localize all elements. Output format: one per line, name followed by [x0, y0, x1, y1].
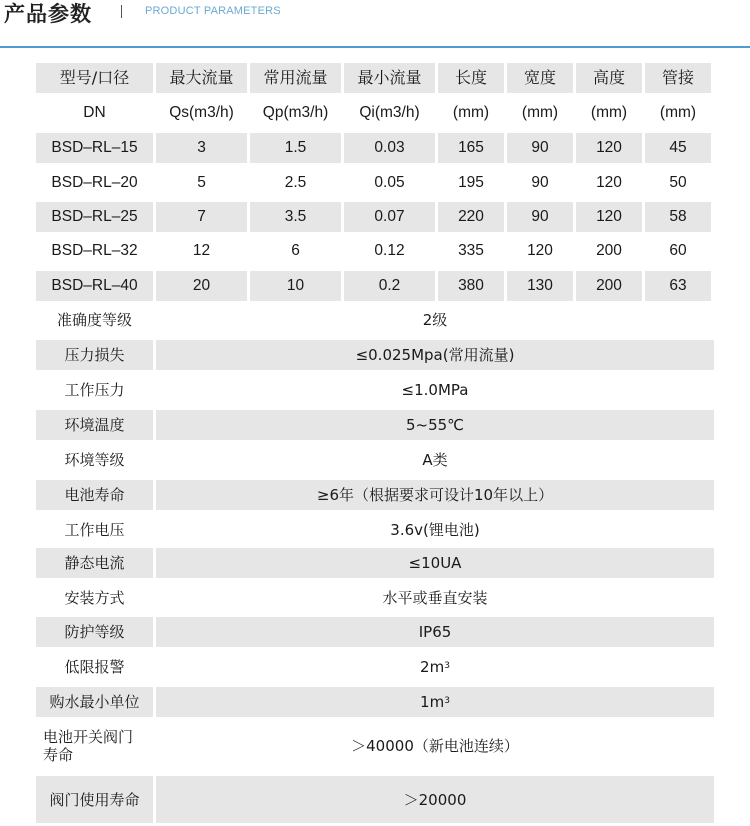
spec-value [156, 583, 714, 613]
model-name: BSD–RL–40 [36, 271, 153, 301]
column-header: 长度 [438, 63, 504, 93]
spec-row [36, 583, 714, 613]
model-value: 20 [156, 271, 247, 301]
model-value: 60 [669, 242, 687, 259]
model-value: 380 [438, 271, 504, 301]
column-header: 常用流量 [250, 63, 341, 93]
header-rule [0, 46, 750, 48]
spec-value-text: ≤1.0MPa [401, 381, 469, 399]
column-header: 高度 [576, 63, 642, 93]
model-value: 2.5 [284, 174, 307, 191]
spec-row [36, 445, 714, 475]
spec-label: 防护等级 [36, 617, 153, 647]
model-value: 0.03 [344, 133, 435, 163]
spec-value [156, 617, 714, 647]
table-row [36, 133, 714, 163]
spec-row [36, 515, 714, 545]
model-value: 0.05 [374, 174, 405, 191]
model-name: BSD–RL–20 [51, 174, 138, 191]
model-value: 165 [438, 133, 504, 163]
model-value: 58 [645, 202, 711, 232]
unit-cell: Qi(m3/h) [359, 104, 420, 121]
spec-label-line: 电池开关阀门 [43, 727, 134, 746]
spec-row [36, 687, 714, 717]
spec-label: 工作压力 [64, 381, 125, 399]
model-value: 6 [291, 242, 300, 259]
model-value: 90 [507, 202, 573, 232]
model-value: 120 [576, 202, 642, 232]
model-value: 10 [250, 271, 341, 301]
column-header: 型号/口径 [36, 63, 153, 93]
spec-value-text: IP65 [418, 623, 452, 641]
spec-value-text: ＞40000（新电池连续） [351, 736, 519, 755]
spec-label: 环境温度 [36, 410, 153, 440]
model-value: 120 [527, 242, 553, 259]
model-value: 200 [596, 242, 622, 259]
spec-value-text: A类 [422, 451, 448, 469]
model-value: 0.12 [374, 242, 405, 259]
spec-row [36, 340, 714, 370]
table-row [36, 271, 714, 301]
unit-cell: (mm) [521, 104, 559, 121]
spec-row [36, 652, 714, 682]
spec-label: 阀门使用寿命 [36, 776, 153, 823]
model-value: 12 [192, 242, 211, 259]
spec-row [36, 375, 714, 405]
spec-value: 1m $^3$ [156, 687, 714, 717]
spec-value [156, 410, 714, 440]
spec-label-line: 寿命 [43, 745, 74, 764]
unit-cell: (mm) [659, 104, 697, 121]
model-value: 120 [596, 174, 622, 191]
model-value: 0.2 [344, 271, 435, 301]
model-value: 1.5 [250, 133, 341, 163]
table-row [36, 168, 714, 198]
spec-row [36, 776, 714, 823]
spec-value [156, 480, 714, 510]
spec-label: 工作电压 [64, 521, 125, 539]
column-header: 宽度 [507, 63, 573, 93]
model-name: BSD–RL–25 [36, 202, 153, 232]
spec-value-text: 2级 [422, 311, 448, 329]
table-units-row [36, 98, 714, 128]
unit-cell: Qs(m3/h) [169, 104, 234, 121]
model-value: 90 [531, 174, 549, 191]
spec-value [156, 445, 714, 475]
spec-label: 低限报警 [64, 658, 125, 676]
unit-cell: (mm) [452, 104, 490, 121]
model-value: 7 [156, 202, 247, 232]
section-title: 产品参数 [4, 2, 92, 26]
spec-value [156, 305, 714, 335]
column-header: 最小流量 [344, 63, 435, 93]
section-subtitle: PRODUCT PARAMETERS [145, 5, 281, 17]
spec-label: 购水最小单位 [36, 687, 153, 717]
spec-value-text: 2m [420, 658, 445, 676]
model-name: BSD–RL–32 [51, 242, 138, 259]
model-value: 220 [438, 202, 504, 232]
spec-label [36, 722, 153, 769]
model-value: 90 [507, 133, 573, 163]
spec-value [156, 375, 714, 405]
model-value: 195 [458, 174, 484, 191]
spec-value: 2m $^3$ [420, 658, 450, 676]
spec-label: 准确度等级 [56, 311, 132, 329]
section-header [0, 0, 750, 48]
unit-cell: DN [83, 104, 106, 121]
spec-row [36, 617, 714, 647]
model-value: 3.5 [250, 202, 341, 232]
model-value: 50 [669, 174, 687, 191]
model-name: BSD–RL–15 [36, 133, 153, 163]
unit-cell: (mm) [590, 104, 628, 121]
spec-row [36, 722, 714, 769]
table-row [36, 236, 714, 266]
model-value: 3 [156, 133, 247, 163]
spec-value-text: 1m [420, 693, 445, 711]
spec-value [156, 776, 714, 823]
spec-row [36, 480, 714, 510]
spec-row [36, 305, 714, 335]
spec-value [156, 722, 714, 769]
spec-label: 静态电流 [36, 548, 153, 578]
model-value: 63 [645, 271, 711, 301]
model-value: 5 [197, 174, 206, 191]
spec-value-text: ＞20000 [403, 790, 467, 809]
spec-value-text: ≤0.025Mpa(常用流量) [355, 346, 515, 364]
spec-label: 环境等级 [64, 451, 125, 469]
model-value: 200 [576, 271, 642, 301]
table-header-row [36, 63, 714, 93]
spec-value [156, 340, 714, 370]
model-value: 45 [645, 133, 711, 163]
spec-value-text: ≤10UA [408, 554, 462, 572]
spec-label: 电池寿命 [36, 480, 153, 510]
spec-label: 压力损失 [36, 340, 153, 370]
model-value: 120 [576, 133, 642, 163]
spec-value [156, 515, 714, 545]
spec-value-text: 水平或垂直安装 [382, 589, 488, 607]
spec-row [36, 410, 714, 440]
spec-value-text: ≥6年（根据要求可设计10年以上） [316, 486, 554, 504]
unit-cell: Qp(m3/h) [262, 104, 329, 121]
spec-value-text: 5~55℃ [405, 416, 465, 434]
table-row [36, 202, 714, 232]
spec-value [156, 548, 714, 578]
model-value: 335 [458, 242, 484, 259]
title-separator [121, 5, 122, 18]
model-value: 0.07 [344, 202, 435, 232]
spec-row [36, 548, 714, 578]
model-value: 130 [507, 271, 573, 301]
column-header: 最大流量 [156, 63, 247, 93]
spec-label: 安装方式 [64, 589, 125, 607]
column-header: 管接 [645, 63, 711, 93]
spec-value-text: 3.6v(锂电池) [390, 521, 480, 539]
